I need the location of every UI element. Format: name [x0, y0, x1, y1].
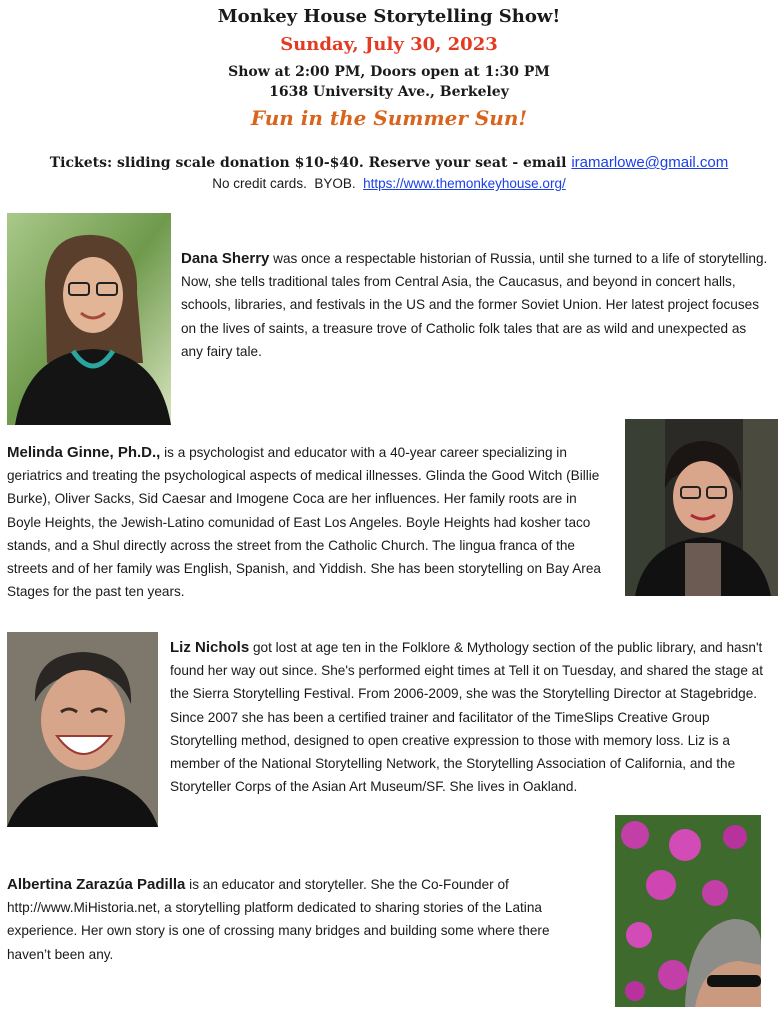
dana-sherry-name: Dana Sherry [181, 250, 270, 267]
albertina-padilla-name: Albertina Zarazúa Padilla [7, 876, 186, 893]
show-date: Sunday, July 30, 2023 [280, 34, 498, 55]
albertina-padilla-bio: Albertina Zarazúa Padilla is an educator and storyteller. She the Co-Founder of http://www.MiHistoria.net, a storytelling platform dedicated to sharing stories of the Latina experience. Her own story is one of crossing many bridges and building some where there haven’t been any. [7, 876, 550, 962]
melinda-ginne-photo [625, 419, 778, 596]
liz-nichols-name: Liz Nichols [170, 639, 250, 656]
liz-nichols-bio: Liz Nichols got lost at age ten in the Folklore & Mythology section of the public library, and hasn't found her way out since. She's performed eight times at Tell it on Tuesday, and shared the stage at the Sierra Storytelling Festival. From 2006-2009, she was the Storytelling Director at Stagebridge. Since 2007 she has been a certified trainer and facilitator of the TimeSlips Creative Group Storytelling method, designed to open creative expression to those with memory loss. Liz is a member of the National Storytelling Network, the Storytelling Association of California, and the Storyteller Corps of the Asian Art Museum/SF. She lives in Oakland. [170, 639, 764, 795]
dana-sherry-bio: Dana Sherry was once a respectable historian of Russia, until she turned to a life of storytelling. Now, she tells traditional tales from Central Asia, the Caucasus, and beyond in concert halls, schools, libraries, and festivals in the US and the former Soviet Union. Her latest project focuses on the lives of saints, a treasure trove of Catholic folk tales that are as wild and unexpected as any fairy tale. [181, 250, 768, 359]
melinda-ginne-bio: Melinda Ginne, Ph.D., is a psychologist and educator with a 40-year career specializing in geriatrics and treating the psychological aspects of medical illnesses. Glinda the Good Witch (Billie Burke), Oliver Sacks, Sid Caesar and Imogene Coca are her influences. Her family roots are in Boyle Heights, the Jewish-Latino comunidad of East Los Angeles. Boyle Heights had kosher taco stands, and a Shul directly across the street from the Catholic Church. The lingua franca of the streets and of her family was English, Spanish, and Yiddish. She has been storytelling on Bay Area Stages for the past ten years. [7, 444, 601, 600]
tickets-text: Tickets: sliding scale donation $10-$40. Reserve your seat - email [49, 155, 572, 171]
dana-sherry-photo [7, 213, 171, 425]
tickets-line [0, 154, 778, 171]
note-line [0, 176, 778, 191]
note-text: No credit cards. BYOB. [212, 176, 364, 191]
website-link[interactable]: https://www.themonkeyhouse.org/ [363, 176, 566, 191]
albertina-padilla-photo [615, 815, 761, 1007]
email-link[interactable]: iramarlowe@gmail.com [571, 154, 729, 171]
liz-nichols-photo [7, 632, 158, 827]
show-time: Show at 2:00 PM, Doors open at 1:30 PM [228, 64, 550, 80]
show-tagline: Fun in the Summer Sun! [250, 106, 528, 130]
show-title: Monkey House Storytelling Show! [217, 6, 561, 27]
venue-address: 1638 University Ave., Berkeley [269, 84, 509, 100]
melinda-ginne-name: Melinda Ginne, Ph.D., [7, 444, 161, 461]
